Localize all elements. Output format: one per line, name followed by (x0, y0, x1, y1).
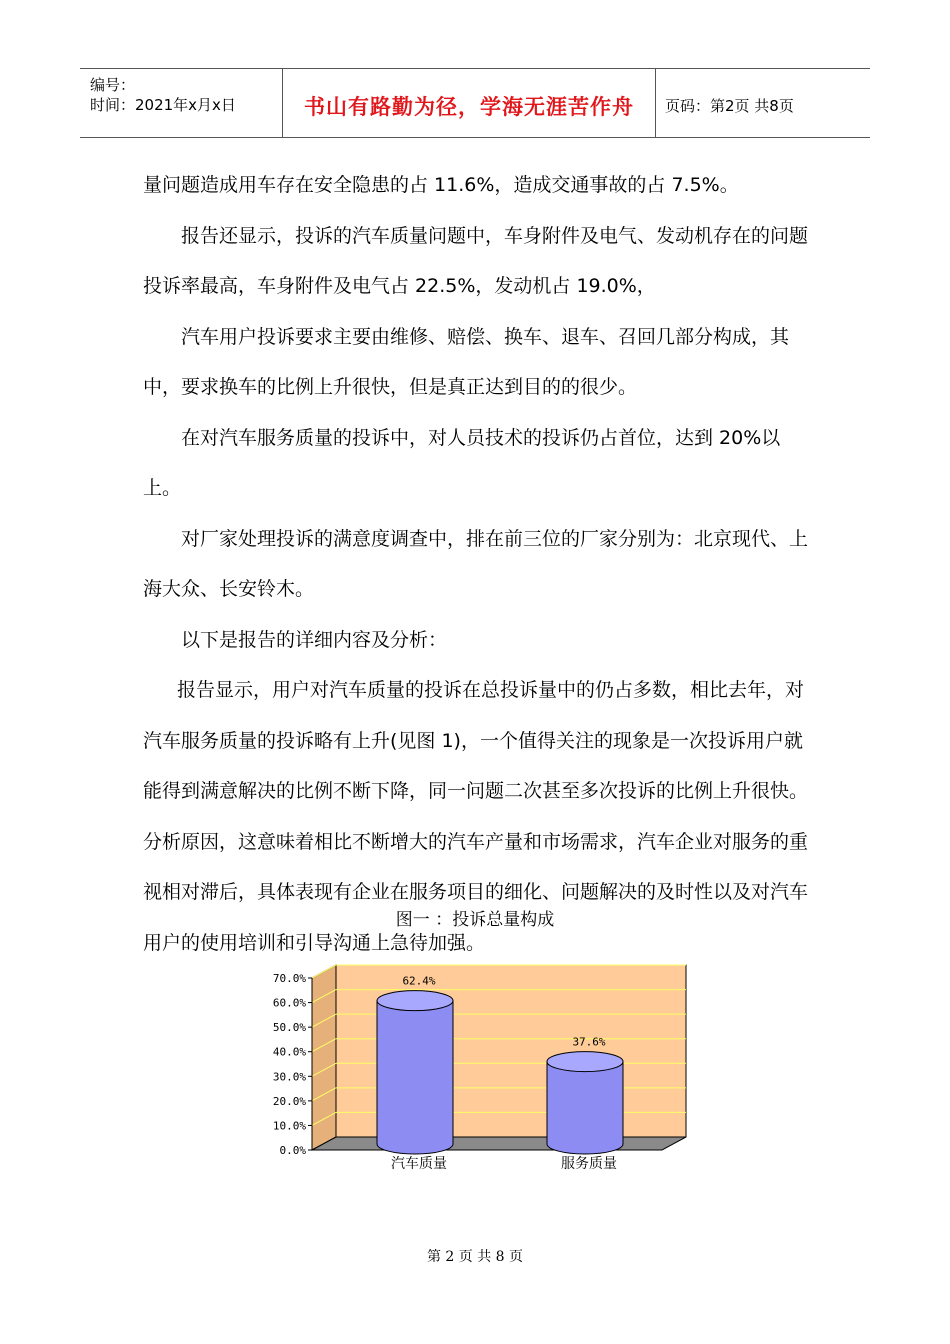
chart-bar-top (377, 991, 453, 1011)
paragraph: 报告显示，用户对汽车质量的投诉在总投诉量中的仍占多数，相比去年，对汽车服务质量的投诉略有上升(见图 1)，一个值得关注的现象是一次投诉用户就能得到满意解决的比例不断下降，同一问题二次甚至多次投诉的比例上升很快。分析原因，这意味着相比不断增大的汽车产量和市场需求，汽车企业对服务的重视相对滞后，具体表现有企业在服务项目的细化、问题解决的及时性以及对汽车用户的使用培训和引导沟通上急待加强。 (143, 679, 809, 954)
paragraph: 量问题造成用车存在安全隐患的占 11.6%，造成交通事故的占 7.5%。 (143, 174, 739, 196)
document-date: 时间：2021年x月x日 (90, 96, 236, 114)
page-footer: 第 2 页 共 8 页 (426, 1249, 524, 1265)
header-motto: 书山有路勤为径，学海无涯苦作舟 (304, 94, 634, 119)
chart-bar (377, 1001, 453, 1154)
chart-y-tick-label: 70.0% (272, 972, 306, 985)
header-info-cell (80, 69, 283, 137)
chart-y-tick-label: 40.0% (272, 1045, 306, 1059)
chart-svg (260, 950, 700, 1180)
chart-floor (312, 1137, 686, 1150)
header-page-cell (656, 69, 870, 137)
complaint-composition-chart (260, 950, 700, 1180)
document-body (143, 160, 808, 968)
chart-y-tick-label: 10.0% (272, 1119, 306, 1133)
page-header (80, 68, 870, 138)
header-motto-cell (283, 69, 656, 137)
chart-data-label: 37.6% (572, 1035, 606, 1049)
paragraph: 汽车用户投诉要求主要由维修、赔偿、换车、退车、召回几部分构成，其中，要求换车的比例上升很快，但是真正达到目的的很少。 (143, 325, 790, 398)
paragraph: 报告还显示，投诉的汽车质量问题中，车身附件及电气、发动机存在的问题投诉率最高，车身附件及电气占 22.5%，发动机占 19.0%， (143, 224, 809, 297)
chart-y-tick-label: 50.0% (272, 1021, 306, 1035)
chart-y-tick-label: 30.0% (272, 1070, 306, 1084)
chart-x-tick-label: 汽车质量 (391, 1156, 447, 1172)
chart-bar (547, 1062, 623, 1154)
figure-title: 图一 ：投诉总量构成 (395, 910, 555, 930)
chart-data-label: 62.4% (402, 974, 436, 988)
header-page-info: 页码：第2页 共8页 (665, 97, 794, 115)
chart-y-tick-label: 60.0% (272, 996, 306, 1010)
chart-x-tick-label: 服务质量 (561, 1156, 617, 1172)
paragraph: 对厂家处理投诉的满意度调查中，排在前三位的厂家分别为：北京现代、上海大众、长安铃木。 (143, 527, 809, 600)
document-number: 编号： (90, 76, 136, 94)
paragraph: 以下是报告的详细内容及分析： (181, 628, 448, 651)
chart-side-wall (312, 965, 336, 1150)
chart-y-tick-label: 0.0% (279, 1144, 306, 1157)
paragraph: 在对汽车服务质量的投诉中，对人员技术的投诉仍占首位，达到 20%以上。 (143, 426, 781, 499)
chart-y-tick-label: 20.0% (272, 1094, 306, 1108)
chart-bar-top (547, 1052, 623, 1072)
